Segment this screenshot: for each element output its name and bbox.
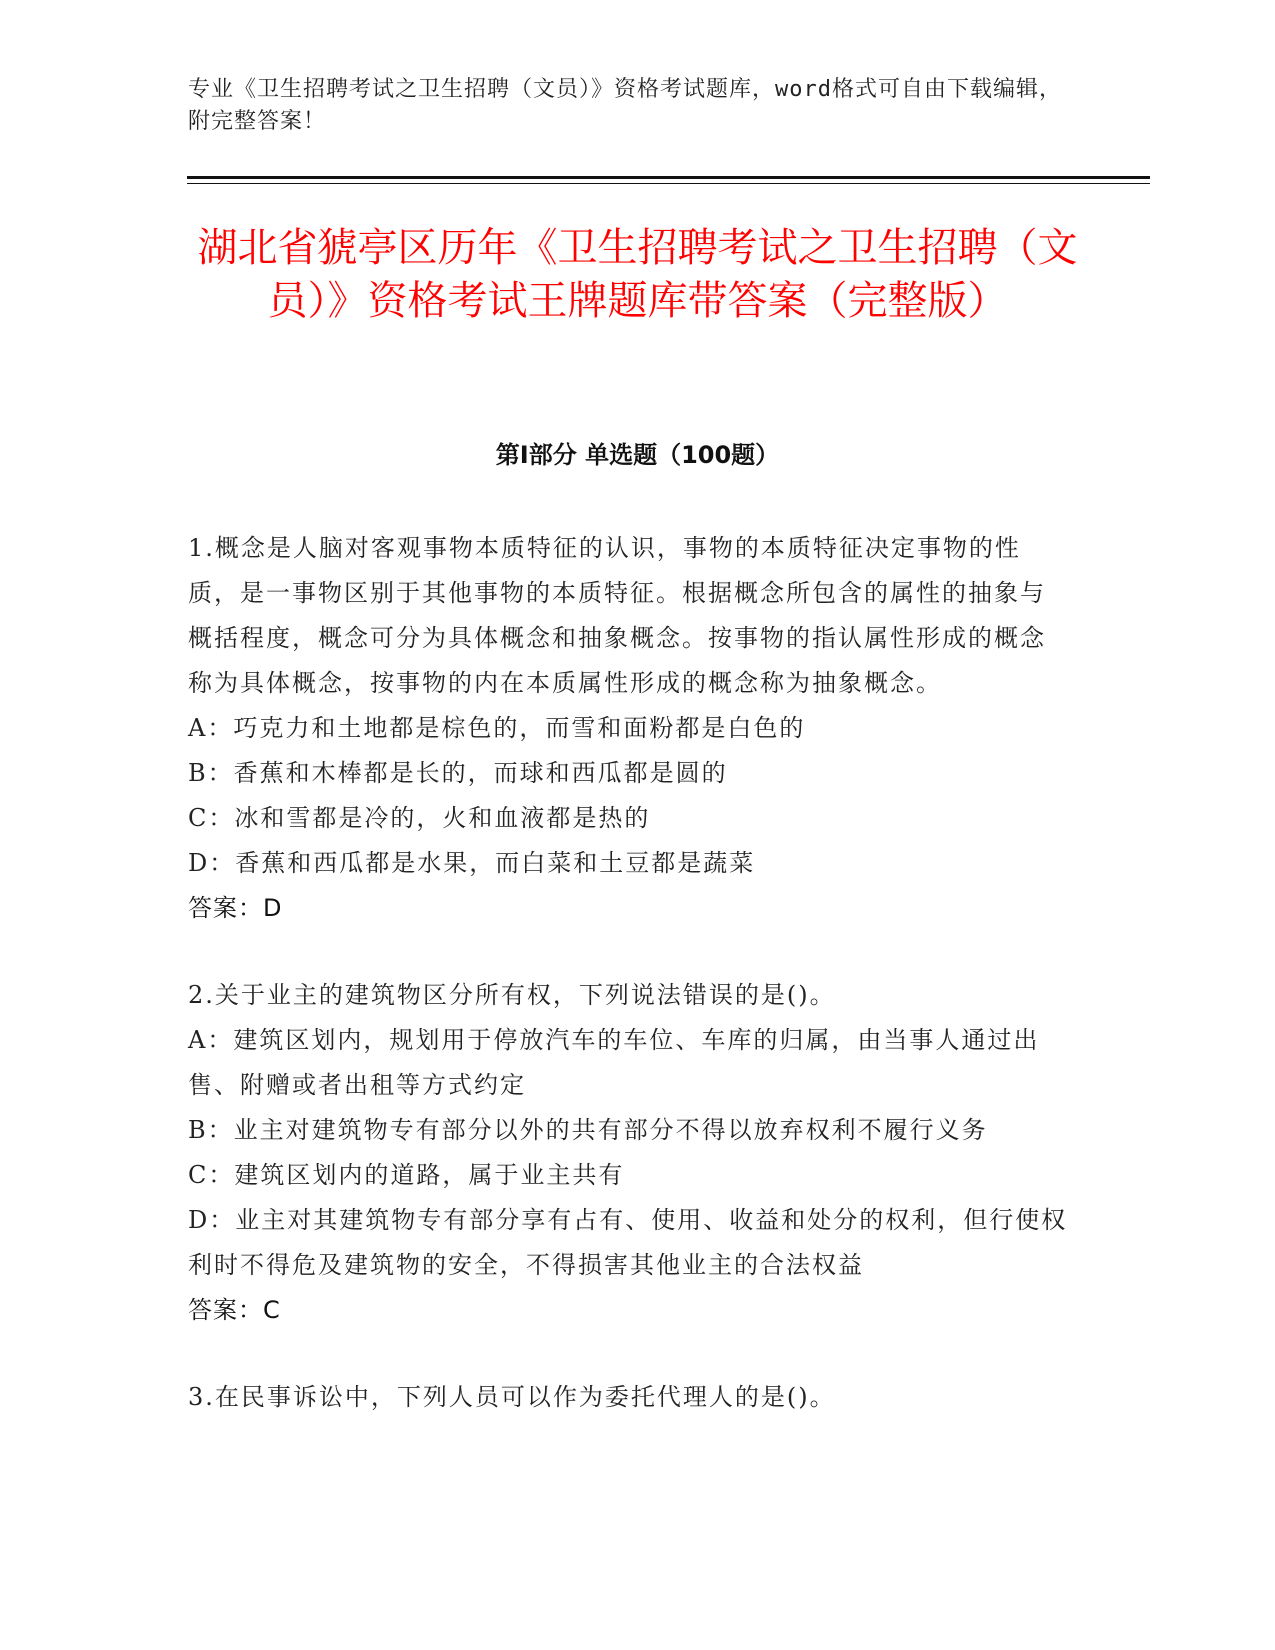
option-d: D：业主对其建筑物专有部分享有占有、使用、收益和处分的权利，但行使权利时不得危及建筑物的安全，不得损害其他业主的合法权益 xyxy=(188,1206,1068,1279)
option-b: B：香蕉和木棒都是长的，而球和西瓜都是圆的 xyxy=(188,759,728,787)
answer: 答案：C xyxy=(188,1296,281,1324)
option-a: A：巧克力和土地都是棕色的，而雪和面粉都是白色的 xyxy=(188,714,806,742)
question-1 xyxy=(188,526,1068,931)
option-b: B：业主对建筑物专有部分以外的共有部分不得以放弃权利不履行义务 xyxy=(188,1116,988,1144)
header-divider-thin xyxy=(187,183,1150,184)
question-list xyxy=(188,526,1068,1462)
option-c: C：建筑区划内的道路，属于业主共有 xyxy=(188,1161,625,1189)
question-stem: 1.概念是人脑对客观事物本质特征的认识，事物的本质特征决定事物的性质，是一事物区别于其他事物的本质特征。根据概念所包含的属性的抽象与概括程度，概念可分为具体概念和抽象概念。按事物的指认属性形成的概念称为具体概念，按事物的内在本质属性形成的概念称为抽象概念。 xyxy=(188,534,1046,697)
section-heading: 第I部分 单选题（100题） xyxy=(495,441,780,469)
header-divider-thick xyxy=(187,176,1150,179)
question-stem: 2.关于业主的建筑物区分所有权，下列说法错误的是()。 xyxy=(188,981,836,1009)
question-stem: 3.在民事诉讼中，下列人员可以作为委托代理人的是()。 xyxy=(188,1383,836,1411)
answer: 答案：D xyxy=(188,894,283,922)
document-title: 湖北省猇亭区历年《卫生招聘考试之卫生招聘（文员）》资格考试王牌题库带答案（完整版） xyxy=(197,225,1078,324)
option-c: C：冰和雪都是冷的，火和血液都是热的 xyxy=(188,804,651,832)
option-a: A：建筑区划内，规划用于停放汽车的车位、车库的归属，由当事人通过出售、附赠或者出租等方式约定 xyxy=(188,1026,1040,1099)
question-3 xyxy=(188,1375,1068,1420)
header-note: 专业《卫生招聘考试之卫生招聘（文员）》资格考试题库，word格式可自由下载编辑，附完整答案！ xyxy=(188,77,1062,134)
option-d: D：香蕉和西瓜都是水果，而白菜和土豆都是蔬菜 xyxy=(188,849,756,877)
question-2 xyxy=(188,973,1068,1333)
